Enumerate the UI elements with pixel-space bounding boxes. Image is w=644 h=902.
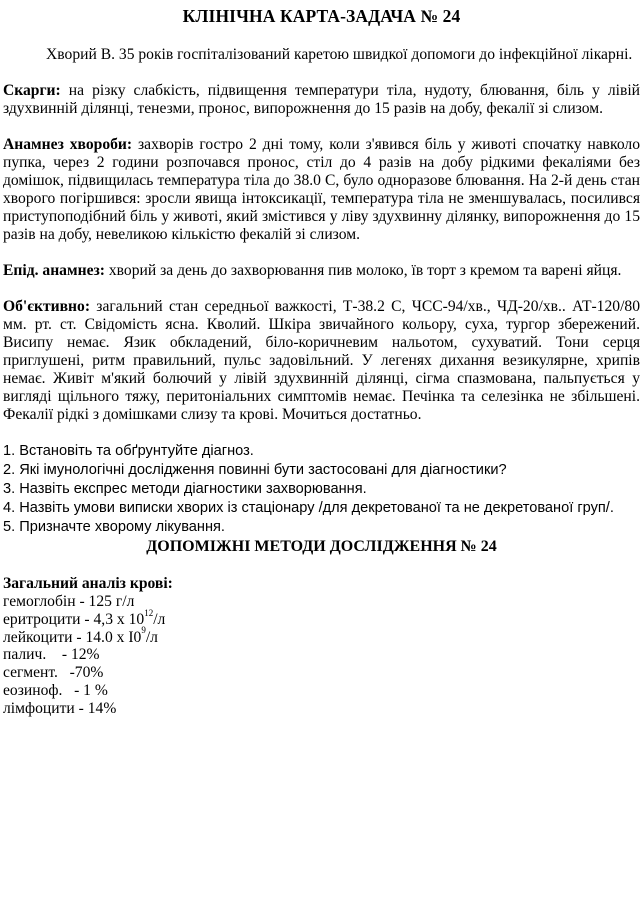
lymphocytes-value: лімфоцити - 14%: [3, 699, 117, 717]
methods-title: ДОПОМІЖНІ МЕТОДИ ДОСЛІДЖЕННЯ № 24: [146, 538, 497, 555]
band-neutrophils-value: палич. - 12%: [3, 646, 100, 664]
segmented-neutrophils-value: сегмент. -70%: [3, 664, 104, 682]
erythrocytes-value: еритроцити - 4,3 х $10^{12}/л$: [3, 607, 166, 628]
erythrocytes-exponent: 12: [144, 607, 154, 618]
objective-text: загальний стан середньої важкості, Т-38.2 С, ЧСС-94/хв., ЧД-20/хв.. АТ-120/80 мм. рт. ст. Свідомість ясна. Кволий. Шкіра звичайного кольору, суха, тургор збережений. Висипу немає. Язик обкладений, біло-коричневим нальотом, сухуватий. Тони серця приглушені, ритм правильний, пульс задовільний. У легенях дихання везикулярне, хрипів немає. Живіт м'який болючий у лівій здухвинній ділянці, сігма спазмована, пальпується у вигляді щільного тяжу, перитоніальних симптомів немає. Печінка та селезінка не збільшені. Фекалії рідкі з домішками слизу та крові. Мочиться достатньо.: [3, 298, 640, 423]
objective-paragraph: [3, 298, 640, 424]
task-item: 2. Які імунологічні дослідження повинні бути застосовані для діагностики?: [3, 462, 507, 478]
epid-text: хворий за день до захворювання пив молоко, їв торт з кремом та варені яйця.: [104, 262, 622, 279]
task-item: 1. Встановіть та обґрунтуйте діагноз.: [3, 443, 254, 459]
history-text: захворів гостро 2 дні тому, коли з'явився біль у животі спочатку навколо пупка, через 2 години розпочався пронос, стіл до 4 разів на добу рідкими фекаліями без домішок, підвищилась температура тіла до 38.0 С, було одноразове блювання. На 2-й день стан хворого погіршився: зросли явища інтоксикації, температура тіла не зменшувалась, посилився приступоподібний біль у животі, який змістився у ліву здухвинну ділянку, випорожнення до 15 разів на добу, невеликою кількістю фекалій зі слизом.: [3, 136, 641, 243]
task-item: 5. Призначте хворому лікування.: [3, 519, 225, 535]
task-list: [3, 442, 640, 537]
intro-paragraph: Хворий В. 35 років госпіталізований каретою швидкої допомоги до інфекційної лікарні.: [46, 46, 633, 63]
task-item: 4. Назвіть умови виписки хворих із стаціонару /для декретованої та не декретованої груп/.: [3, 500, 614, 516]
epid-paragraph: [3, 262, 640, 280]
eosinophils-value: еозиноф. - 1 %: [3, 681, 108, 699]
complaints-paragraph: [3, 82, 640, 118]
leukocytes-value: лейкоцити - 14.0 х $I0^9/л$: [3, 625, 158, 646]
complaints-label: Скарги:: [3, 82, 61, 99]
objective-label: Об'єктивно:: [3, 298, 91, 315]
epid-label: Епід. анамнез:: [3, 262, 105, 279]
leukocytes-exponent: 9: [141, 625, 146, 636]
hemoglobin-value: гемоглобін - 125 г/л: [3, 593, 135, 610]
complaints-text: на різку слабкість, підвищення температури тіла, нудоту, блювання, біль у лівій здухвинній ділянці, тенезми, пронос, випорожнення до 15 разів на добу, фекалії зі слизом.: [3, 82, 640, 117]
page-title: КЛІНІЧНА КАРТА-ЗАДАЧА № 24: [182, 6, 461, 26]
history-label: Анамнез хвороби:: [3, 136, 133, 153]
history-paragraph: [3, 136, 640, 244]
blood-analysis: [3, 575, 640, 718]
blood-analysis-title: Загальний аналіз крові:: [3, 575, 173, 592]
task-item: 3. Назвіть експрес методи діагностики захворювання.: [3, 481, 367, 497]
